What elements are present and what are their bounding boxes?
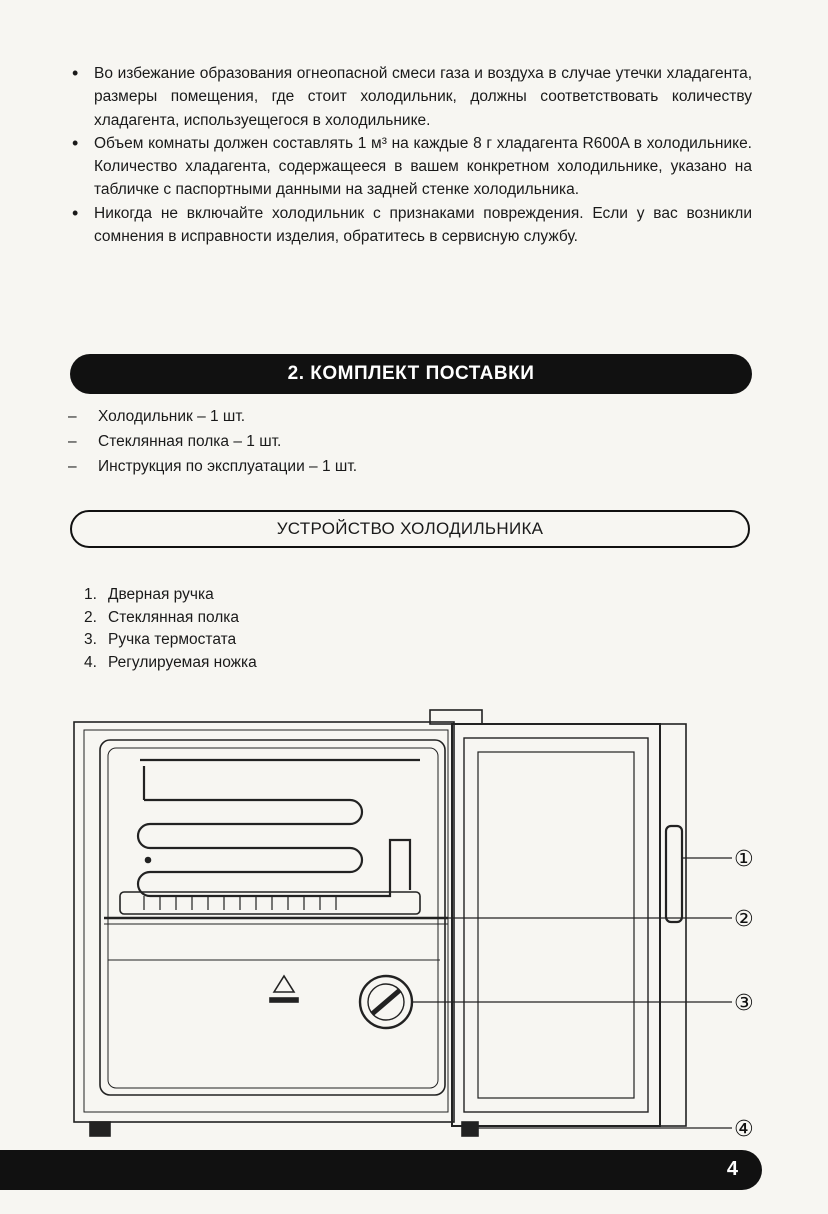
- kit-item: – Стеклянная полка – 1 шт.: [62, 429, 357, 454]
- callout-2: ②: [734, 907, 754, 932]
- fridge-cabinet: [74, 722, 454, 1122]
- fridge-diagram: [60, 700, 780, 1145]
- warning-item: • Во избежание образования огнеопасной смеси газа и воздуха в случае утечки хладагента, размеры помещения, где стоит холодильник, должны соответствовать количеству хладагента, используещегося в холодильнике.: [62, 62, 752, 132]
- part-item: 3. Ручка термостата: [84, 631, 237, 648]
- warning-item: • Никогда не включайте холодильник с признаками повреждения. Если у вас возникли сомнения в исправности изделия, обратитесь в сервисную службу.: [62, 202, 752, 249]
- door-handle: [666, 826, 682, 922]
- callout-4: ④: [734, 1117, 754, 1142]
- warning-item: • Объем комнаты должен составлять 1 м³ на каждые 8 г хладагента R600A в холодильнике. Количество хладагента, содержащееся в вашем конкретном холодильнике, указано на табличке с паспортными данными на задней стенке холодильника.: [62, 132, 752, 202]
- section-title: 2. КОМПЛЕКТ ПОСТАВКИ: [70, 354, 752, 394]
- part-item: 1. Дверная ручка: [84, 586, 214, 603]
- part-item: 2. Стеклянная полка: [84, 608, 240, 626]
- kit-item: – Холодильник – 1 шт.: [62, 404, 357, 429]
- device-title: УСТРОЙСТВО ХОЛОДИЛЬНИКА: [70, 510, 750, 548]
- evaporator-coil: [138, 760, 420, 896]
- footer-bar: [0, 1150, 762, 1190]
- part-item: 4. Регулируемая ножка: [84, 653, 257, 671]
- adjustable-leg: [90, 1122, 110, 1136]
- callout-1: ①: [734, 847, 754, 872]
- safety-warnings-list: [62, 62, 752, 248]
- page-number: 4: [726, 1158, 738, 1180]
- kit-list: [62, 404, 357, 479]
- parts-list: [84, 584, 257, 674]
- fridge-door: [452, 724, 660, 1126]
- callout-3: ③: [734, 991, 754, 1016]
- kit-item: – Инструкция по эксплуатации – 1 шт.: [62, 454, 357, 479]
